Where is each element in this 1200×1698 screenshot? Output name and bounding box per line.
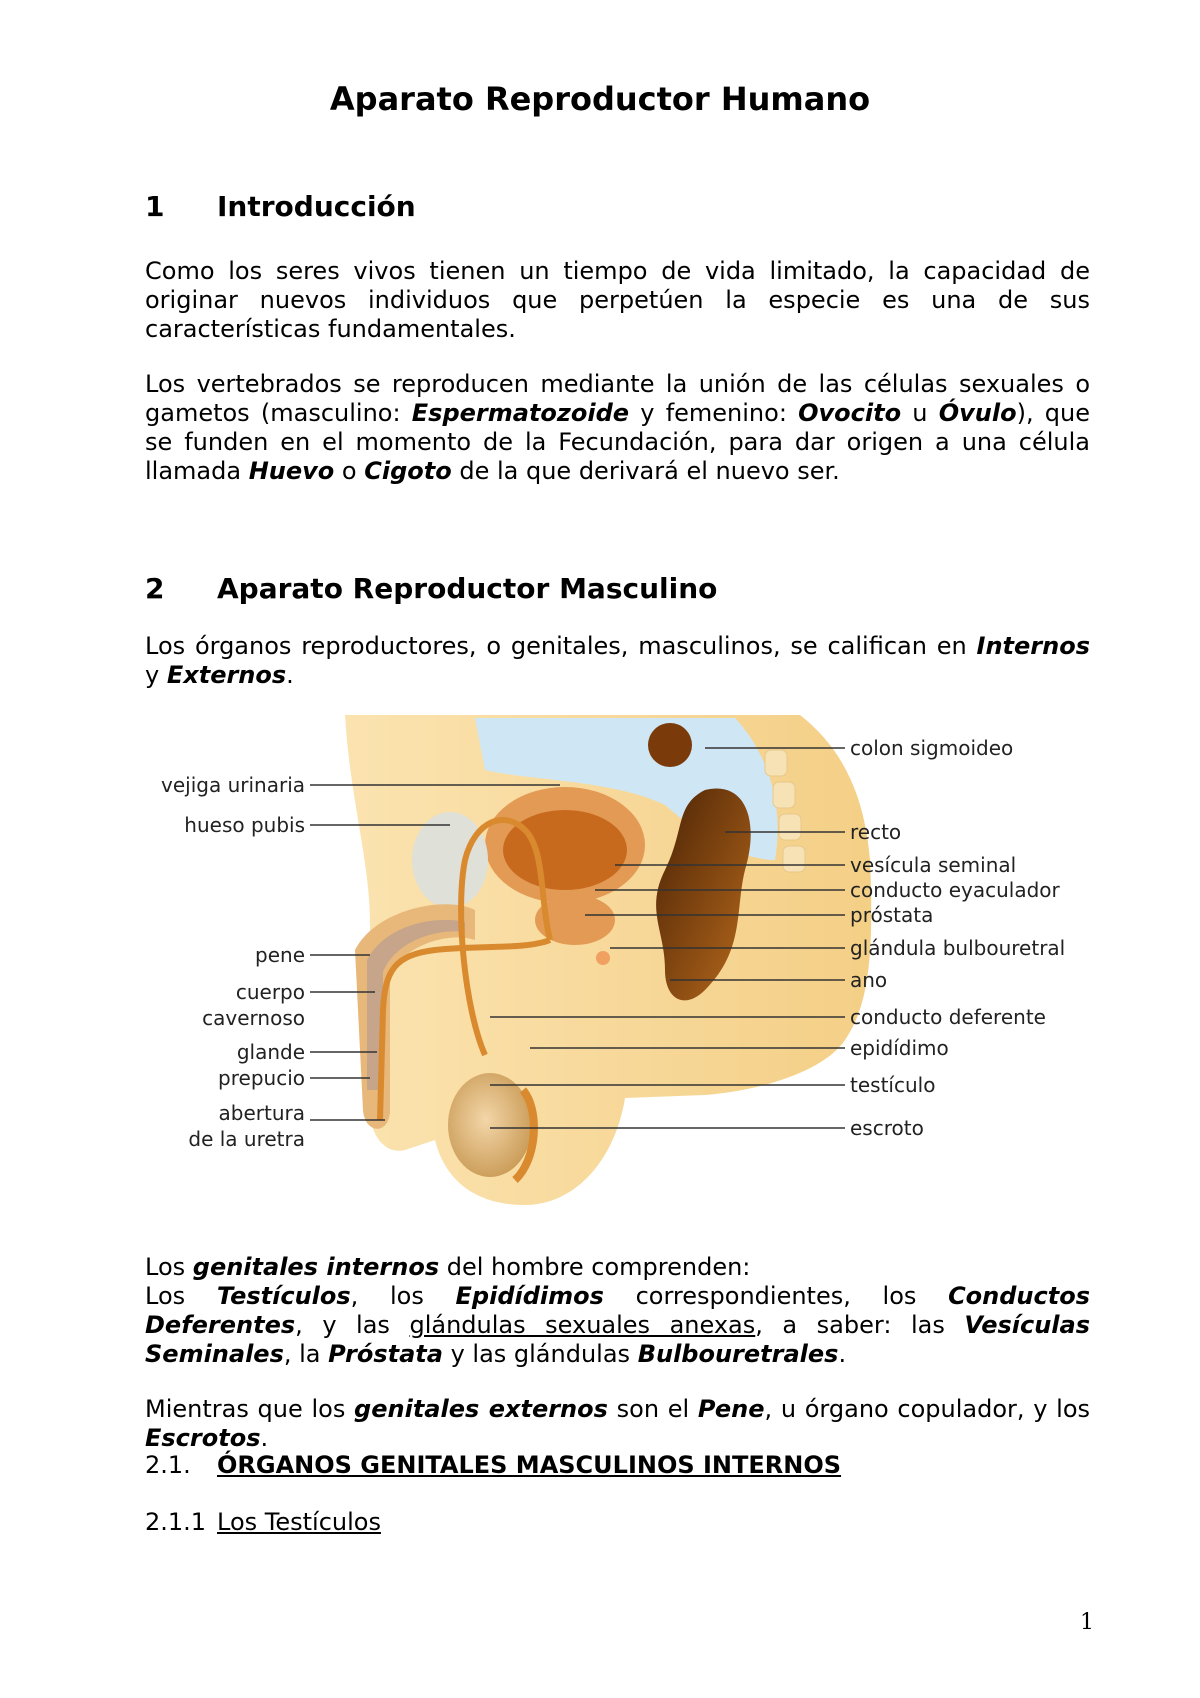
- label-prepucio: prepucio: [218, 1066, 305, 1090]
- pubic-bone: [412, 812, 488, 908]
- subsection-2-1-heading: [145, 1451, 841, 1479]
- page-number: 1: [1080, 1610, 1094, 1635]
- text: .: [260, 1424, 269, 1452]
- text: Mientras que los: [145, 1395, 355, 1423]
- anatomy-figure: [145, 710, 1090, 1210]
- label-recto: recto: [850, 820, 902, 844]
- label-vesicula: vesícula seminal: [850, 853, 1017, 877]
- subsection-title: ÓRGANOS GENITALES MASCULINOS INTERNOS: [217, 1451, 842, 1479]
- subsection-title: Los Testículos: [217, 1508, 381, 1536]
- label-hueso-pubis: hueso pubis: [184, 813, 305, 837]
- term-cigoto: Cigoto: [364, 457, 452, 485]
- term-externos: Externos: [166, 661, 287, 689]
- label-testiculo: testículo: [850, 1073, 936, 1097]
- text: Los: [145, 1253, 193, 1281]
- text: , la: [283, 1340, 329, 1368]
- term-genitales-internos: genitales internos: [192, 1253, 440, 1281]
- text: .: [838, 1340, 847, 1368]
- term-testiculos: Testículos: [216, 1282, 351, 1310]
- text: , y las: [295, 1311, 410, 1339]
- term-espermatozoide: Espermatozoide: [411, 399, 630, 427]
- label-glande: glande: [236, 1040, 305, 1064]
- term-vesiculas-seminales: Vesículas Seminales: [145, 1311, 1090, 1368]
- paragraph-gametes: [145, 370, 1090, 486]
- paragraph-external: [145, 1395, 1090, 1453]
- term-huevo: Huevo: [248, 457, 335, 485]
- label-pene: pene: [255, 943, 305, 967]
- section-title: Introducción: [217, 190, 416, 223]
- paragraph-internal-intro: [145, 1253, 1090, 1282]
- term-glandulas-anexas: glándulas sexuales anexas: [409, 1311, 756, 1339]
- term-genitales-externos: genitales externos: [354, 1395, 608, 1423]
- text: , a saber: las: [755, 1311, 965, 1339]
- text: del hombre comprenden:: [439, 1253, 751, 1281]
- subsection-2-1-1-heading: [145, 1508, 381, 1536]
- label-abertura: abertura: [218, 1101, 305, 1125]
- label-epididimo: epidídimo: [850, 1036, 949, 1060]
- label-prostata: próstata: [850, 903, 934, 927]
- subsection-number: 2.1.1: [145, 1508, 207, 1536]
- text: de la que derivará el nuevo ser.: [451, 457, 840, 485]
- term-escrotos: Escrotos: [145, 1424, 261, 1452]
- section-title: Aparato Reproductor Masculino: [217, 572, 718, 605]
- colon: [648, 723, 692, 767]
- label-conducto-eyaculador: conducto eyaculador: [850, 878, 1060, 902]
- section-2-heading: [145, 572, 717, 605]
- term-conductos-deferentes: Conductos Deferentes: [145, 1282, 1090, 1339]
- text: y femenino:: [629, 399, 799, 427]
- text: o: [334, 457, 365, 485]
- text: ), que se funden en el momento de la Fecundación, para dar origen a una célula llamada: [145, 399, 1090, 485]
- section-number: 1: [145, 190, 165, 223]
- text: u: [901, 399, 939, 427]
- text: son el: [607, 1395, 698, 1423]
- section-number: 2: [145, 572, 165, 605]
- text: Los órganos reproductores, o genitales, masculinos, se califican en: [145, 632, 977, 660]
- term-prostata: Próstata: [328, 1340, 443, 1368]
- text: correspondientes, los: [603, 1282, 949, 1310]
- bulbourethral-gland: [596, 951, 610, 965]
- term-ovulo: Óvulo: [938, 399, 1017, 427]
- label-conducto-deferente: conducto deferente: [850, 1005, 1046, 1029]
- label-cavernoso: cavernoso: [202, 1006, 305, 1030]
- subsection-number: 2.1.: [145, 1451, 191, 1479]
- label-glandula-bulbouretral: glándula bulbouretral: [850, 936, 1066, 960]
- bladder-inner: [503, 810, 627, 890]
- label-cuerpo: cuerpo: [235, 980, 305, 1004]
- text: .: [286, 661, 294, 689]
- term-internos: Internos: [976, 632, 1090, 660]
- text: y: [145, 661, 167, 689]
- document-title: Aparato Reproductor Humano: [329, 80, 871, 118]
- paragraph-organs: [145, 632, 1090, 690]
- label-vejiga: vejiga urinaria: [161, 773, 305, 797]
- text: , u órgano copulador, y los: [764, 1395, 1091, 1423]
- label-escroto: escroto: [850, 1116, 924, 1140]
- text: Los: [145, 1282, 217, 1310]
- paragraph-intro: Como los seres vivos tienen un tiempo de vida limitado, la capacidad de originar nuevos individuos que perpetúen la especie es una de sus características fundamentales.: [145, 257, 1090, 343]
- text: , los: [350, 1282, 456, 1310]
- term-ovocito: Ovocito: [798, 399, 902, 427]
- paragraph-internal-list: [145, 1282, 1090, 1369]
- term-pene: Pene: [697, 1395, 765, 1423]
- label-ano: ano: [850, 968, 888, 992]
- text: Los vertebrados se reproducen mediante la unión de las células sexuales o gametos (masculino:: [145, 370, 1090, 427]
- term-epididimos: Epidídimos: [455, 1282, 604, 1310]
- label-de-la-uretra: de la uretra: [188, 1127, 305, 1151]
- text: y las glándulas: [442, 1340, 638, 1368]
- term-bulbouretrales: Bulbouretrales: [637, 1340, 839, 1368]
- section-1-heading: [145, 190, 416, 223]
- testis: [448, 1073, 532, 1177]
- label-colon: colon sigmoideo: [850, 736, 1014, 760]
